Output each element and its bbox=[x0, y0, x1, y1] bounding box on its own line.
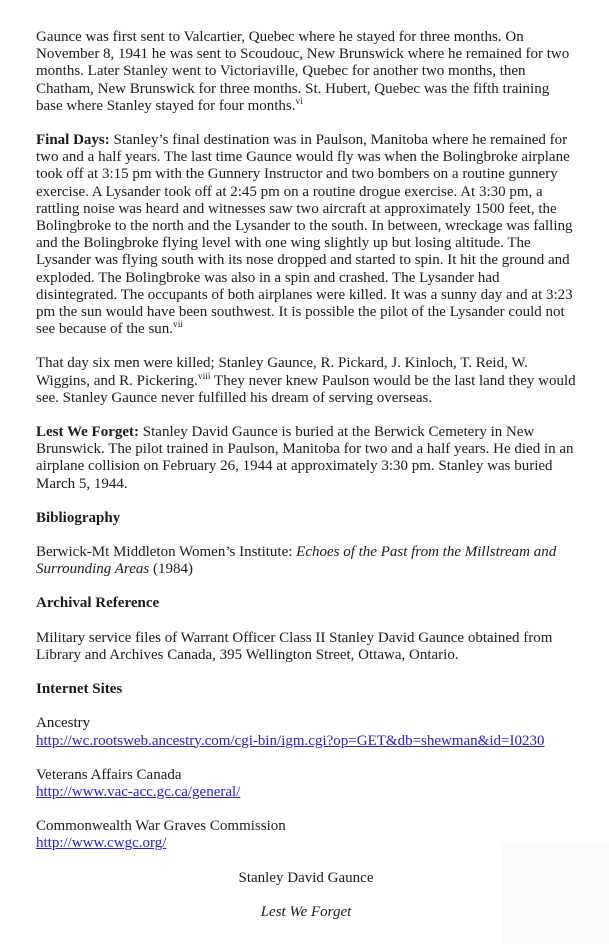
bibliography-entry-year: (1984) bbox=[149, 561, 193, 578]
footnote-ref-vi: vi bbox=[295, 96, 303, 107]
bibliography-entry-title: Echoes of the Past from the Millstream and Surrounding Areas bbox=[36, 544, 557, 578]
casualties-text-after: They never knew Paulson would be the last land they would see. Stanley Gaunce never fulfilled his dream of serving overseas. bbox=[36, 372, 576, 406]
final-days-lead: Final Days: bbox=[36, 132, 110, 149]
site-veterans-affairs-link[interactable]: http://www.vac-acc.gc.ca/general/ bbox=[36, 783, 241, 800]
paragraph-training bbox=[36, 29, 576, 115]
archival-entry: Military service files of Warrant Officer Class II Stanley David Gaunce obtained from Library and Archives Canada, 395 Wellington Street, Ottawa, Ontario. bbox=[36, 629, 553, 663]
site-ancestry-label: Ancestry bbox=[36, 715, 91, 732]
paragraph-final-days bbox=[36, 132, 576, 338]
footer-motto: Lest We Forget bbox=[260, 903, 352, 920]
site-cwgc bbox=[36, 818, 576, 852]
bibliography-entry bbox=[36, 544, 576, 578]
site-veterans-affairs bbox=[36, 767, 576, 801]
final-days-text: Stanley’s final destination was in Paulson, Manitoba where he remained for two and a half years. The last time Gaunce would fly was when the Bolingbroke airplane took off at 3:15 pm with the Gunnery Instructor and two bombers on a routine gunnery exercise. A Lysander took off at 2:45 pm on a routine drogue exercise. At 3:30 pm, a rattling noise was heard and witnesses saw two aircraft at approximately 1500 feet, the Bolingbroke to the north and the Lysander to the south. In between, wreckage was falling and the Bolingbroke flying level with one wing slightly up but losing altitude. The Lysander was flying south with its nose dropped and started to spin. It hit the ground and exploded. The Bolingbroke was also in a spin and crashed. The Lysander had disintegrated. The occupants of both airplanes were killed. It was a sunny day and at 3:23 pm the sun would have been southwest. It is possible the pilot of the Lysander could not see because of the sun. bbox=[36, 132, 573, 338]
paragraph-training-text: Gaunce was first sent to Valcartier, Quebec where he stayed for three months. On November 8, 1941 he was sent to Scoudouc, New Brunswick where he remained for two months. Later Stanley went to Victoriaville, Quebec for another two months, then Chatham, New Brunswick for three months. St. Hubert, Quebec was the fifth training base where Stanley stayed for four months. bbox=[36, 29, 570, 114]
footer-name: Stanley David Gaunce bbox=[238, 869, 374, 886]
heading-internet-sites: Internet Sites bbox=[36, 681, 123, 698]
lest-we-forget-text: Stanley David Gaunce is buried at the Berwick Cemetery in New Brunswick. The pilot trained in Paulson, Manitoba for two and a half years. He died in an airplane collision on February 26, 1944 at approximately 3:30 pm. Stanley was buried March 5, 1944. bbox=[36, 424, 574, 492]
casualties-text-before: That day six men were killed; Stanley Gaunce, R. Pickard, J. Kinloch, T. Reid, W. Wiggins, and R. Pickering. bbox=[36, 355, 528, 389]
paragraph-casualties bbox=[36, 355, 576, 407]
site-veterans-affairs-label: Veterans Affairs Canada bbox=[36, 766, 182, 783]
heading-bibliography: Bibliography bbox=[36, 509, 121, 526]
heading-archival-reference: Archival Reference bbox=[36, 595, 160, 612]
paragraph-lest-we-forget bbox=[36, 424, 576, 493]
footnote-ref-viii: viii bbox=[197, 371, 211, 382]
scan-artifact-shade bbox=[502, 842, 609, 944]
lest-we-forget-lead: Lest We Forget: bbox=[36, 424, 140, 441]
site-ancestry bbox=[36, 715, 576, 749]
bibliography-entry-author: Berwick-Mt Middleton Women’s Institute: bbox=[36, 544, 297, 561]
footnote-ref-vii: vii bbox=[173, 320, 184, 331]
site-cwgc-label: Commonwealth War Graves Commission bbox=[36, 818, 286, 835]
site-ancestry-link[interactable]: http://wc.rootsweb.ancestry.com/cgi-bin/igm.cgi?op=GET&db=shewman&id=I0230 bbox=[36, 732, 545, 749]
site-cwgc-link[interactable]: http://www.cwgc.org/ bbox=[36, 835, 167, 852]
